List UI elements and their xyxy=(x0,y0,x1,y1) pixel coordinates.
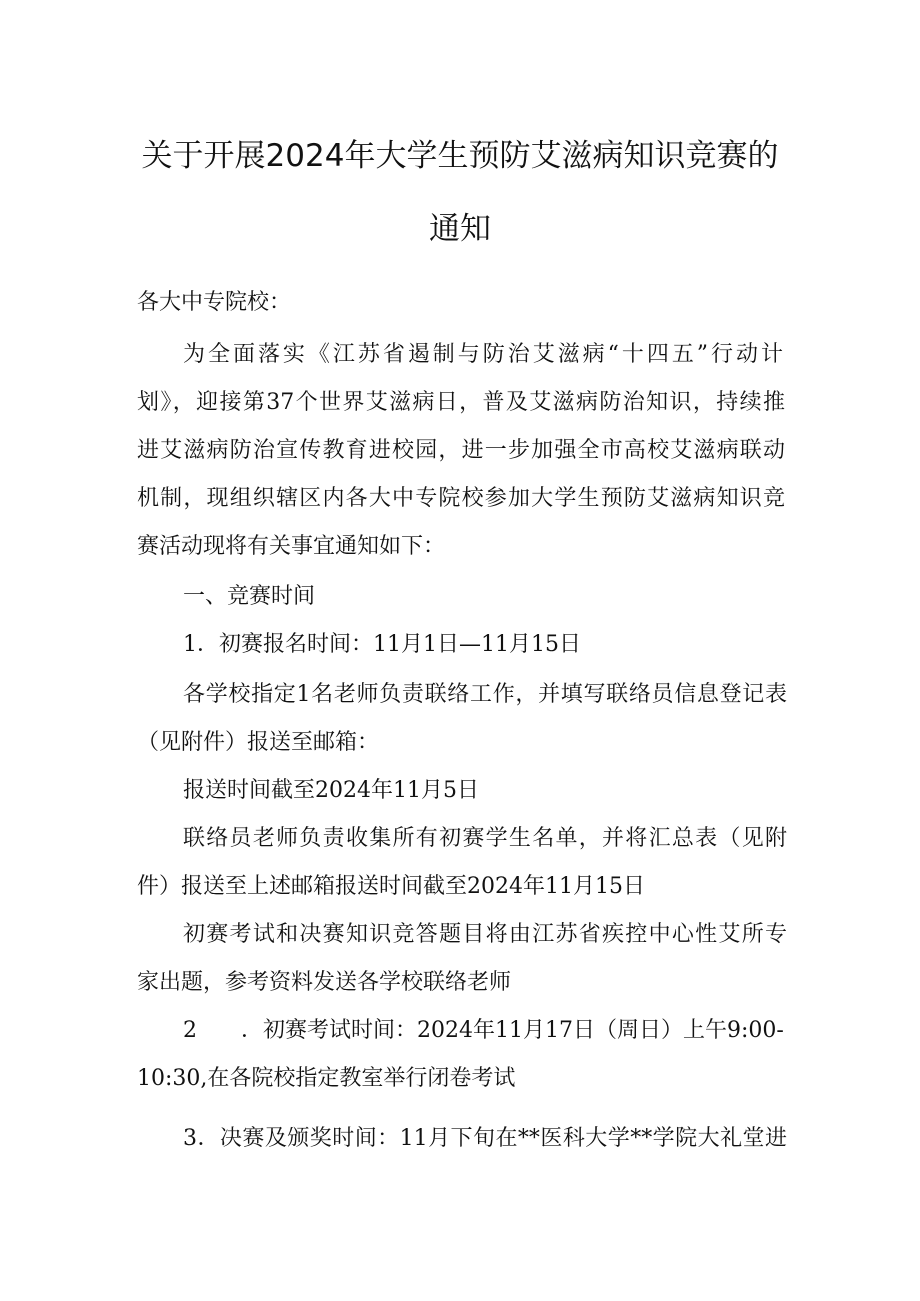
salutation: 各大中专院校： xyxy=(137,290,292,315)
item-1-para-2-line-2: 件）报送至上述邮箱报送时间截至2024年11月15日 xyxy=(137,874,645,899)
item-2-line-2: 10:30,在各院校指定教室举行闭卷考试 xyxy=(137,1066,516,1091)
intro-line-1: 为全面落实《江苏省遏制与防治艾滋病“十四五”行动计 xyxy=(183,342,783,367)
intro-line-5: 赛活动现将有关事宜通知如下： xyxy=(137,534,446,559)
item-3-line-1: 3．决赛及颁奖时间：11月下旬在**医科大学**学院大礼堂进 xyxy=(183,1126,787,1151)
item-1-para-1-line-2: （见附件）报送至邮箱： xyxy=(137,730,380,755)
intro-line-4: 机制，现组织辖区内各大中专院校参加大学生预防艾滋病知识竞 xyxy=(137,486,785,511)
document-title-line-1: 关于开展2024年大学生预防艾滋病知识竞赛的 xyxy=(141,138,779,174)
item-1-heading: 1．初赛报名时间：11月1日—11月15日 xyxy=(183,632,581,657)
document-title-line-2: 通知 xyxy=(429,211,491,247)
item-1-para-2-line-1: 联络员老师负责收集所有初赛学生名单，并将汇总表（见附 xyxy=(183,826,787,851)
item-2-line-1: 2 ．初赛考试时间：2024年11月17日（周日）上午9:00- xyxy=(183,1018,784,1043)
item-1-para-1-line-1: 各学校指定1名老师负责联络工作，并填写联络员信息登记表 xyxy=(183,682,787,707)
item-1-para-3-line-1: 初赛考试和决赛知识竞答题目将由江苏省疾控中心性艾所专 xyxy=(183,922,787,947)
section-heading-competition-time: 一、竞赛时间 xyxy=(183,584,316,609)
intro-line-3: 进艾滋病防治宣传教育进校园，进一步加强全市高校艾滋病联动 xyxy=(137,438,785,463)
item-1-deadline: 报送时间截至2024年11月5日 xyxy=(183,778,479,803)
intro-line-2: 划》，迎接第37个世界艾滋病日，普及艾滋病防治知识，持续推 xyxy=(137,390,785,415)
item-1-para-3-line-2: 家出题，参考资料发送各学校联络老师 xyxy=(137,970,512,995)
